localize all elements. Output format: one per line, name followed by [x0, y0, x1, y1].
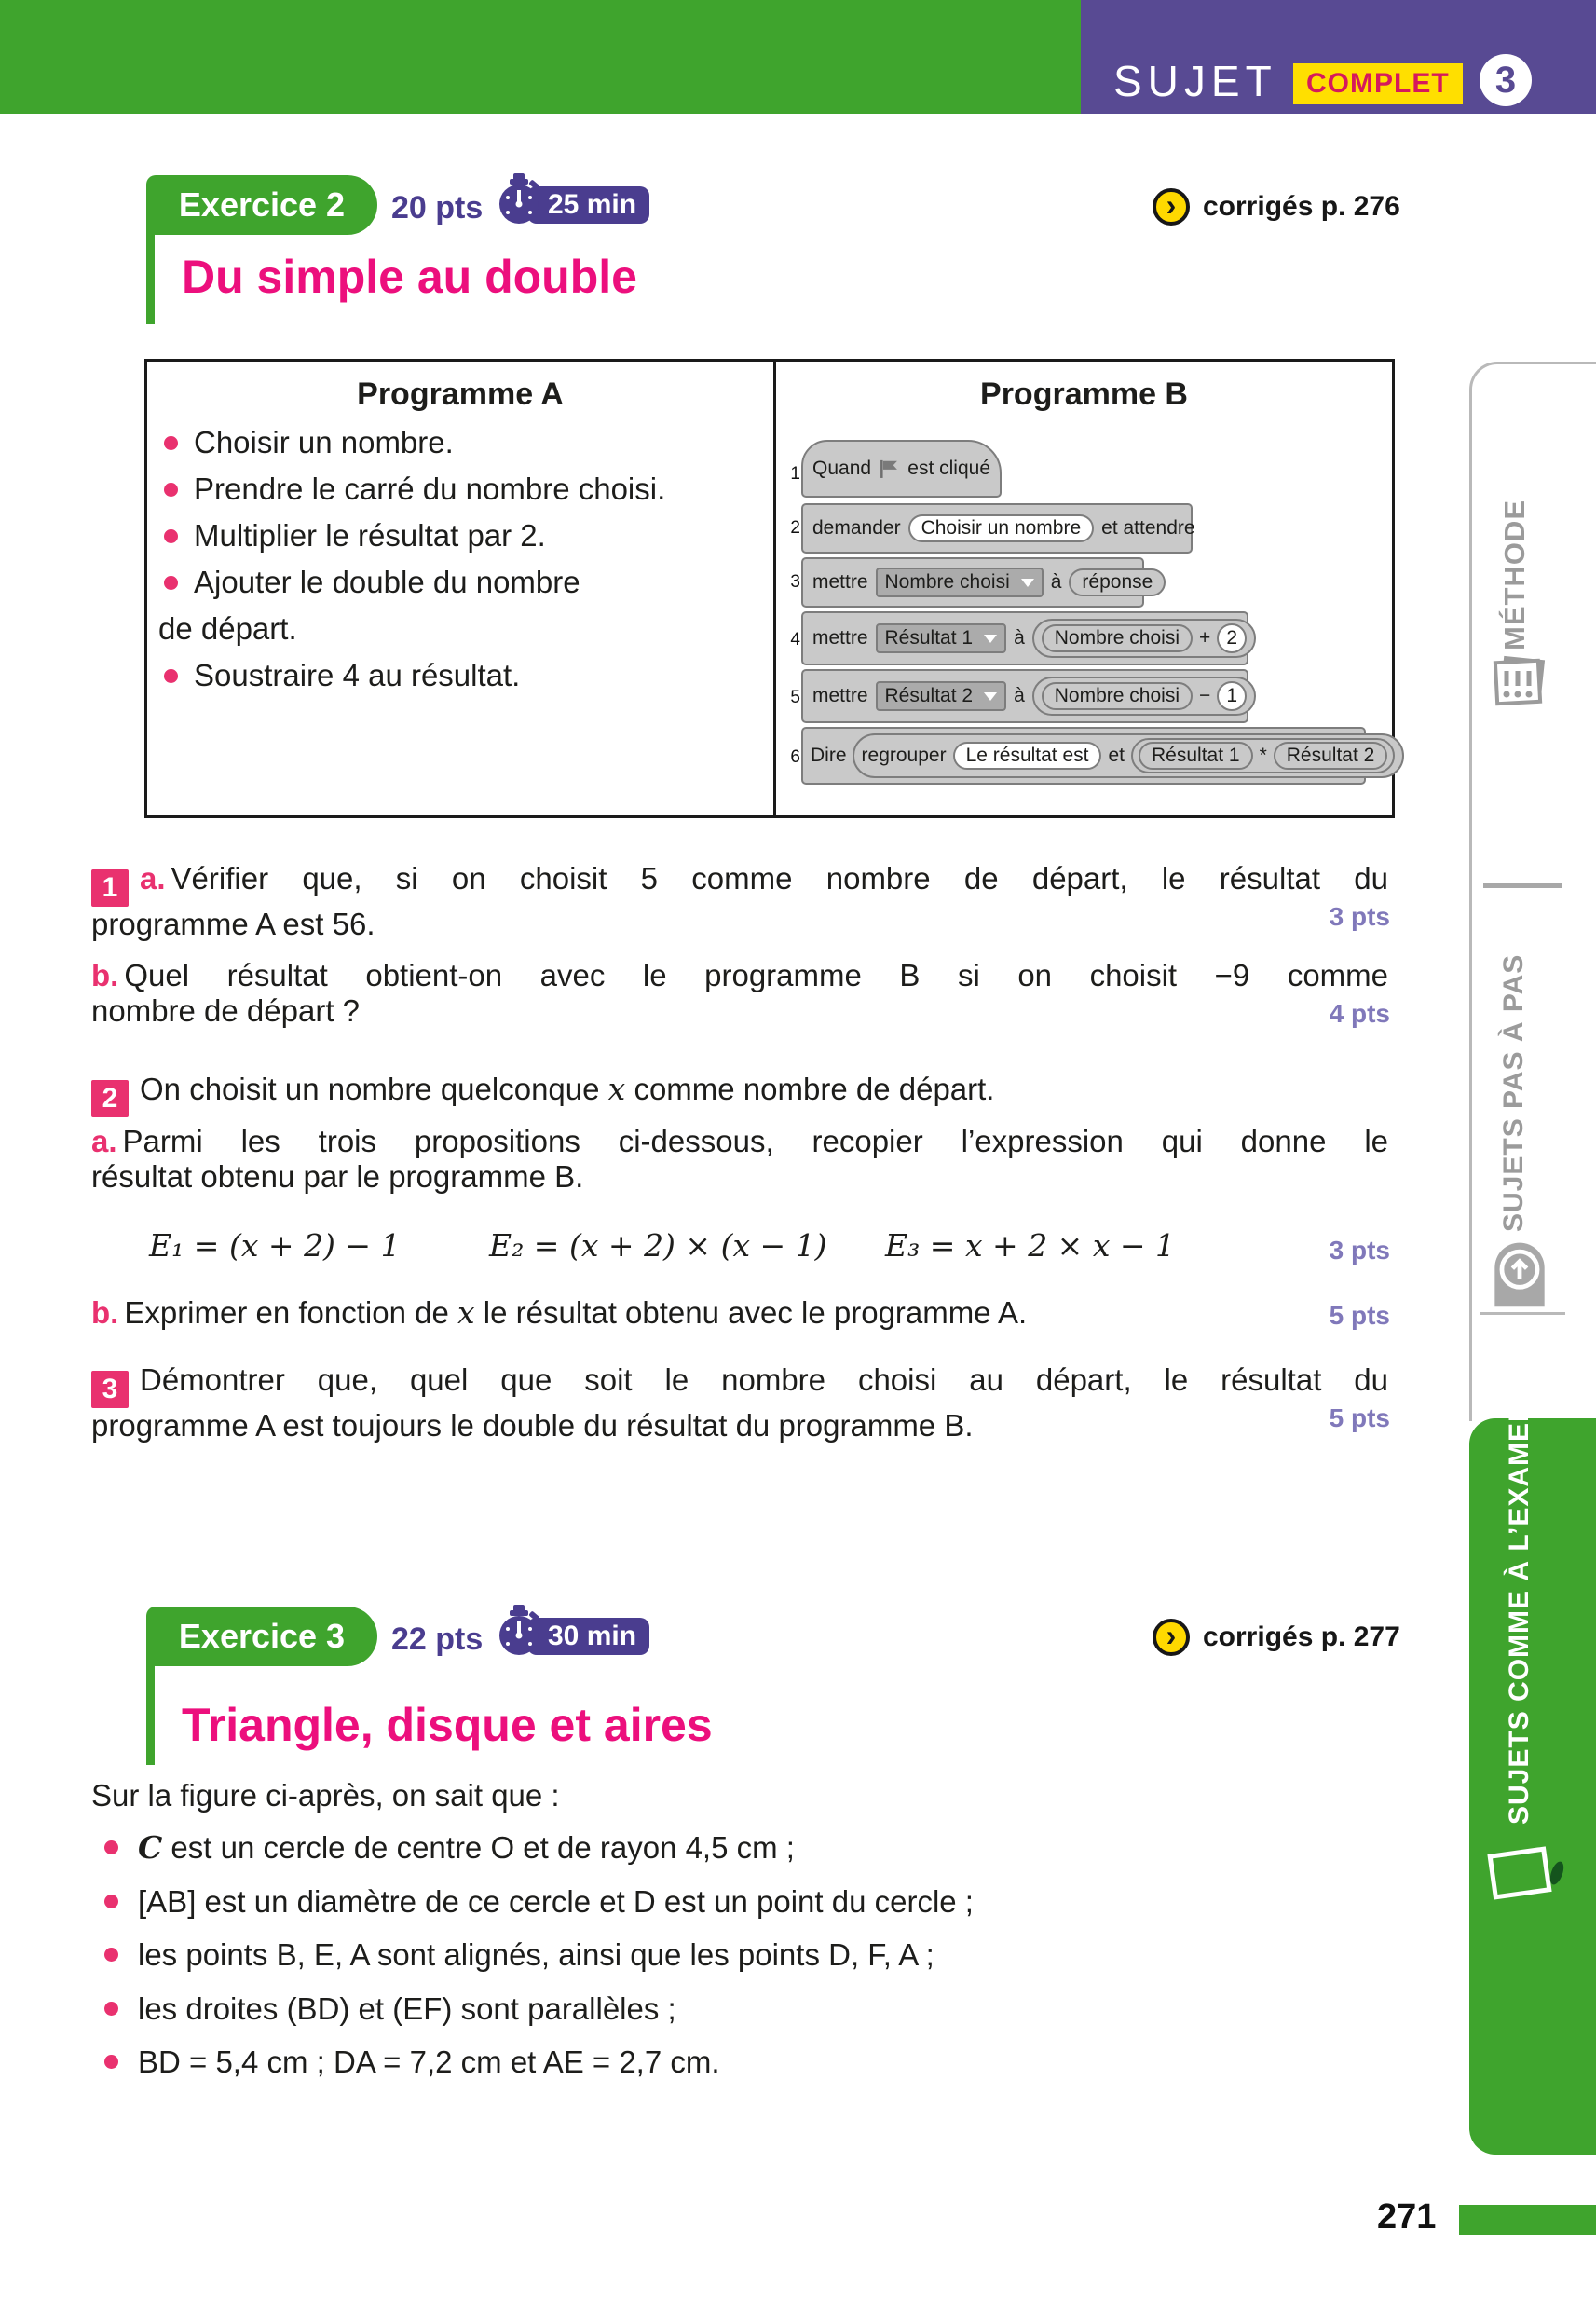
scratch-script: [776, 362, 1392, 815]
list-item: [91, 1982, 1388, 2036]
green-flag-icon: [879, 457, 900, 481]
scratch-block-dire: [801, 727, 1375, 785]
footer-green-bar: [1459, 2205, 1596, 2235]
bullet-text: est un cercle de centre O et de rayon 4,5 cm ;: [162, 1830, 795, 1865]
scratch-text: mettre: [812, 627, 868, 649]
scratch-value: 1: [1217, 681, 1247, 711]
list-item: Prendre le carré du nombre choisi.: [147, 466, 773, 513]
exercice2-badge: Exercice 2: [146, 175, 377, 235]
question-line: [91, 1124, 1388, 1159]
stopwatch-icon: [496, 173, 542, 226]
question-line: nombre de départ ?: [91, 993, 361, 1028]
banner-complet-badge: COMPLET: [1293, 63, 1463, 104]
exercice3-timer: [496, 1605, 649, 1657]
expression-e3: E₃ = x + 2 × x − 1: [885, 1227, 1176, 1264]
expression-e1: E₁ = (x + 2) − 1: [149, 1227, 401, 1264]
question-line: programme A est 56.: [91, 907, 375, 941]
scratch-text: à: [1014, 685, 1025, 706]
scratch-join-expression: [853, 733, 1405, 778]
banner-green-bar: [0, 0, 1081, 114]
page-number: 271: [1377, 2197, 1437, 2237]
question-text: comme nombre de départ.: [625, 1072, 995, 1106]
list-item: [91, 1875, 1388, 1929]
question-number-badge: 2: [91, 1080, 129, 1117]
scratch-text: mettre: [812, 571, 868, 593]
points-badge: 5 pts: [1329, 1301, 1390, 1330]
expressions-row: [91, 1228, 1388, 1269]
question-letter: a.: [91, 1124, 117, 1158]
sidebar-divider: [1483, 883, 1562, 888]
exercice3-bullet-list: [91, 1821, 1388, 2089]
bullet-text: [AB] est un diamètre de ce cercle et D est un point du cercle ;: [138, 1883, 974, 1919]
stopwatch-icon: [496, 1605, 542, 1657]
exercice2-timer: [496, 173, 649, 226]
scratch-hat-block: [801, 440, 1002, 498]
scratch-multiply-expression: [1131, 738, 1395, 773]
list-item-continuation: de départ.: [158, 611, 297, 646]
exercice3-title: Triangle, disque et aires: [182, 1699, 713, 1751]
exercice2-duration: 25 min: [527, 186, 649, 224]
question-line: [91, 1072, 1388, 1117]
list-item: Multiplier le résultat par 2.: [147, 513, 773, 559]
scratch-operator: +: [1198, 627, 1211, 649]
scratch-dropdown: [876, 623, 1007, 653]
scratch-text: et: [1108, 745, 1125, 766]
question-2a: [91, 1124, 1388, 1195]
points-badge: 4 pts: [1329, 999, 1390, 1028]
scratch-input: Choisir un nombre: [908, 514, 1095, 542]
scratch-reporter: Nombre choisi: [1042, 682, 1193, 710]
question-text: Parmi les trois propositions ci-dessous, recopier l’expression qui donne le: [122, 1124, 1388, 1158]
programmes-table: [144, 359, 1395, 818]
scratch-text: demander: [812, 517, 901, 539]
question-line: résultat obtenu par le programme B.: [91, 1159, 584, 1194]
question-text: le résultat obtenu avec le programme A.: [474, 1295, 1028, 1330]
question-text: Démontrer que, quel que soit le nombre choisi au départ, le résultat du: [140, 1362, 1388, 1397]
exercice3-tail: [146, 1655, 155, 1765]
bullet-text: les points B, E, A sont alignés, ainsi que les points D, F, A ;: [138, 1937, 934, 1972]
scratch-line-number: 1: [790, 464, 800, 484]
question-text: Quel résultat obtient-on avec le programme B si on choisit −9 comme: [124, 958, 1388, 992]
sidebar-tab-methode: MÉTHODE: [1498, 499, 1531, 650]
exam-sheet-icon: [1483, 1838, 1569, 1907]
scratch-block-mettre-3: [801, 669, 1248, 723]
scratch-reporter: réponse: [1069, 568, 1166, 596]
expression-e2: E₂ = (x + 2) × (x − 1): [489, 1227, 827, 1264]
corriges-label: corrigés p. 276: [1203, 191, 1400, 222]
scratch-block-mettre-2: [801, 611, 1248, 665]
checklist-icon: [1491, 652, 1550, 710]
scratch-text: mettre: [812, 685, 868, 706]
points-badge: 3 pts: [1329, 1236, 1390, 1265]
question-letter: a.: [140, 861, 166, 896]
exercice3-corriges: [1153, 1619, 1400, 1656]
scratch-line-number: 2: [790, 518, 800, 538]
scratch-reporter: Nombre choisi: [1042, 624, 1193, 652]
question-line: programme A est toujours le double du résultat du programme B.: [91, 1408, 974, 1443]
scratch-line-number: 5: [790, 688, 800, 707]
dropdown-arrow-icon: [984, 635, 997, 643]
exercice3-badge: Exercice 3: [146, 1607, 377, 1666]
question-line: [91, 1295, 1388, 1331]
exercice3-duration: 30 min: [527, 1618, 649, 1655]
scratch-value: 2: [1217, 623, 1247, 653]
chevron-right-icon: ›: [1153, 1619, 1190, 1656]
scratch-block-mettre-1: [801, 557, 1153, 608]
list-item: Soustraire 4 au résultat.: [147, 652, 773, 699]
dropdown-arrow-icon: [984, 692, 997, 701]
scratch-text: est cliqué: [907, 458, 990, 479]
list-item: [91, 1821, 1388, 1875]
question-number-badge: 1: [91, 869, 129, 907]
scratch-text: à: [1050, 571, 1062, 593]
question-2: [91, 1072, 1388, 1117]
programme-b-header: Programme B: [980, 376, 1188, 412]
arrow-up-icon: [1489, 1236, 1550, 1310]
circle-symbol: C: [138, 1829, 163, 1866]
question-letter: b.: [91, 1295, 119, 1330]
question-number-badge: 3: [91, 1371, 129, 1408]
corriges-label: corrigés p. 277: [1203, 1621, 1400, 1652]
sidebar-tab-pas-a-pas: SUJETS PAS À PAS: [1498, 953, 1529, 1232]
exercice3-intro: Sur la figure ci-après, on sait que :: [91, 1778, 560, 1813]
exercice2-points: 20 pts: [391, 190, 484, 226]
programme-b-column: [776, 362, 1392, 815]
top-banner: [0, 0, 1596, 114]
question-text: On choisit un nombre quelconque: [140, 1072, 608, 1106]
list-item: [91, 2035, 1388, 2089]
scratch-dropdown: [876, 681, 1007, 711]
scratch-variable: Nombre choisi: [884, 571, 1010, 593]
points-badge: 5 pts: [1329, 1403, 1390, 1432]
banner-sujet-label: SUJET: [1113, 57, 1277, 105]
sidebar-tab-examen: SUJETS COMME À L’EXAMEN: [1504, 1401, 1535, 1825]
scratch-expression: [1032, 619, 1256, 658]
list-item: [91, 1928, 1388, 1982]
list-item: Ajouter le double du nombre: [147, 559, 773, 606]
scratch-variable: Résultat 2: [884, 685, 974, 706]
banner-number-badge: 3: [1480, 54, 1532, 106]
programme-a-list: [147, 419, 773, 699]
dropdown-arrow-icon: [1021, 579, 1034, 587]
question-3: [91, 1362, 1388, 1443]
programme-a-column: [147, 362, 776, 815]
scratch-operator: −: [1198, 685, 1211, 706]
variable-x: x: [457, 1294, 475, 1331]
sidebar-divider: [1480, 1312, 1565, 1315]
question-line: [91, 1362, 1388, 1408]
variable-x: x: [607, 1071, 626, 1107]
scratch-dropdown: [876, 568, 1044, 597]
question-line: [91, 861, 1388, 907]
exercice2-corriges: [1153, 188, 1400, 226]
scratch-text: à: [1014, 627, 1025, 649]
scratch-line-number: 6: [790, 747, 800, 767]
question-1b: [91, 958, 1388, 1029]
scratch-reporter: Résultat 2: [1274, 742, 1388, 770]
bullet-text: les droites (BD) et (EF) sont parallèles ;: [138, 1991, 676, 2026]
scratch-text: Dire: [811, 745, 847, 766]
scratch-line-number: 3: [790, 572, 800, 592]
programme-a-header: Programme A: [357, 376, 564, 412]
points-badge: 3 pts: [1329, 902, 1390, 931]
scratch-variable: Résultat 1: [884, 627, 974, 649]
question-1a: [91, 861, 1388, 942]
bullet-text: BD = 5,4 cm ; DA = 7,2 cm et AE = 2,7 cm.: [138, 2045, 720, 2079]
exercice3-points: 22 pts: [391, 1621, 484, 1657]
chevron-right-icon: ›: [1153, 188, 1190, 226]
exercice2-title: Du simple au double: [182, 251, 637, 303]
question-line: [91, 958, 1388, 993]
question-text: Vérifier que, si on choisit 5 comme nombre de départ, le résultat du: [171, 861, 1388, 896]
scratch-text: Quand: [812, 458, 872, 479]
scratch-block-demander: [801, 503, 1193, 554]
scratch-line-number: 4: [790, 630, 800, 650]
question-text: Exprimer en fonction de: [124, 1295, 458, 1330]
scratch-expression: [1032, 677, 1256, 716]
scratch-operator: *: [1259, 745, 1267, 766]
question-letter: b.: [91, 958, 119, 992]
list-item: Choisir un nombre.: [147, 419, 773, 466]
exercice2-tail: [146, 224, 155, 324]
scratch-reporter: Résultat 1: [1139, 742, 1253, 770]
scratch-input: Le résultat est: [953, 742, 1102, 770]
scratch-text: et attendre: [1101, 517, 1195, 539]
scratch-text: regrouper: [861, 745, 947, 766]
question-2b: [91, 1295, 1388, 1331]
